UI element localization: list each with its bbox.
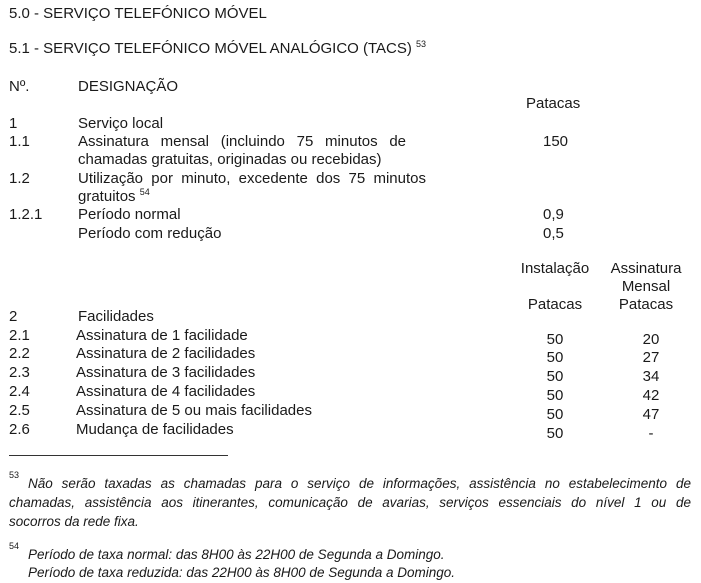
row-num: 1 [9,115,18,132]
footnote-text: Não serão taxadas as chamadas para o serviço de informações, assistência no estabelecimento de [28,476,691,491]
row-num: 2.5 [9,402,30,419]
row-num: 2 [9,308,18,325]
footnote-ref-53: 53 [416,39,427,49]
row-designation: Período normal [78,206,181,223]
subsection-title-text: 5.1 - SERVIÇO TELEFÓNICO MÓVEL ANALÓGICO (TACS) [9,40,412,57]
row-install: 50 [546,425,564,442]
subsection-title [9,40,426,58]
row-monthly: 42 [642,387,660,404]
header-patacas: Patacas [526,95,581,112]
row-num: 2.4 [9,383,30,400]
header-number: Nº. [9,78,30,95]
row-designation-cont [78,188,150,206]
footnote-text: chamadas, assistência aos itinerantes, comunicação de avarias, serviços essenciais do nível 1 ou de [9,495,691,510]
header-assinatura-unit: Patacas [618,296,674,313]
footnote-text: socorros da rede fixa. [9,514,139,529]
row-num: 1.2 [9,170,30,187]
footnote-text: Período de taxa reduzida: das 22H00 às 8H00 de Segunda a Domingo. [28,565,456,580]
row-designation: Serviço local [78,115,164,132]
header-assinatura: Assinatura [610,260,682,277]
row-num: 1.1 [9,133,30,150]
row-designation: Mudança de facilidades [76,421,234,438]
row-designation: Período com redução [78,225,222,242]
row-num: 2.3 [9,364,30,381]
row-monthly: 20 [642,331,660,348]
row-install: 50 [546,406,564,423]
row-designation: Utilização por minuto, excedente dos 75 minutos [78,170,426,187]
row-monthly: - [648,425,654,442]
footnote-number: 53 [9,470,20,480]
row-num: 2.2 [9,345,30,362]
footnote-text: Período de taxa normal: das 8H00 às 22H00 de Segunda a Domingo. [28,547,445,562]
row-value: 150 [543,133,569,150]
row-designation-text: gratuitos [78,188,136,205]
header-assinatura-mensal: Mensal [621,278,671,295]
row-monthly: 34 [642,368,660,385]
footnote-ref-54: 54 [139,187,150,197]
row-install: 50 [546,331,564,348]
row-num: 1.2.1 [9,206,43,223]
row-value: 0,5 [543,225,564,242]
row-designation: Assinatura de 5 ou mais facilidades [76,402,312,419]
row-designation-cont: chamadas gratuitas, originadas ou recebidas) [78,151,382,168]
row-designation: Facilidades [78,308,154,325]
row-monthly: 27 [642,349,660,366]
header-designation: DESIGNAÇÃO [78,78,179,95]
row-num: 2.6 [9,421,30,438]
row-num: 2.1 [9,327,30,344]
row-designation: Assinatura mensal (incluindo 75 minutos de [78,133,406,150]
row-designation: Assinatura de 2 facilidades [76,345,256,362]
row-designation: Assinatura de 3 facilidades [76,364,256,381]
row-value: 0,9 [543,206,564,223]
row-install: 50 [546,368,564,385]
header-instalacao-unit: Patacas [527,296,583,313]
header-instalacao: Instalação [520,260,590,277]
row-monthly: 47 [642,406,660,423]
row-install: 50 [546,349,564,366]
row-install: 50 [546,387,564,404]
footnote-number: 54 [9,541,20,551]
section-title: 5.0 - SERVIÇO TELEFÓNICO MÓVEL [9,5,267,22]
row-designation: Assinatura de 4 facilidades [76,383,256,400]
footnote-divider [9,455,228,456]
row-designation: Assinatura de 1 facilidade [76,327,248,344]
